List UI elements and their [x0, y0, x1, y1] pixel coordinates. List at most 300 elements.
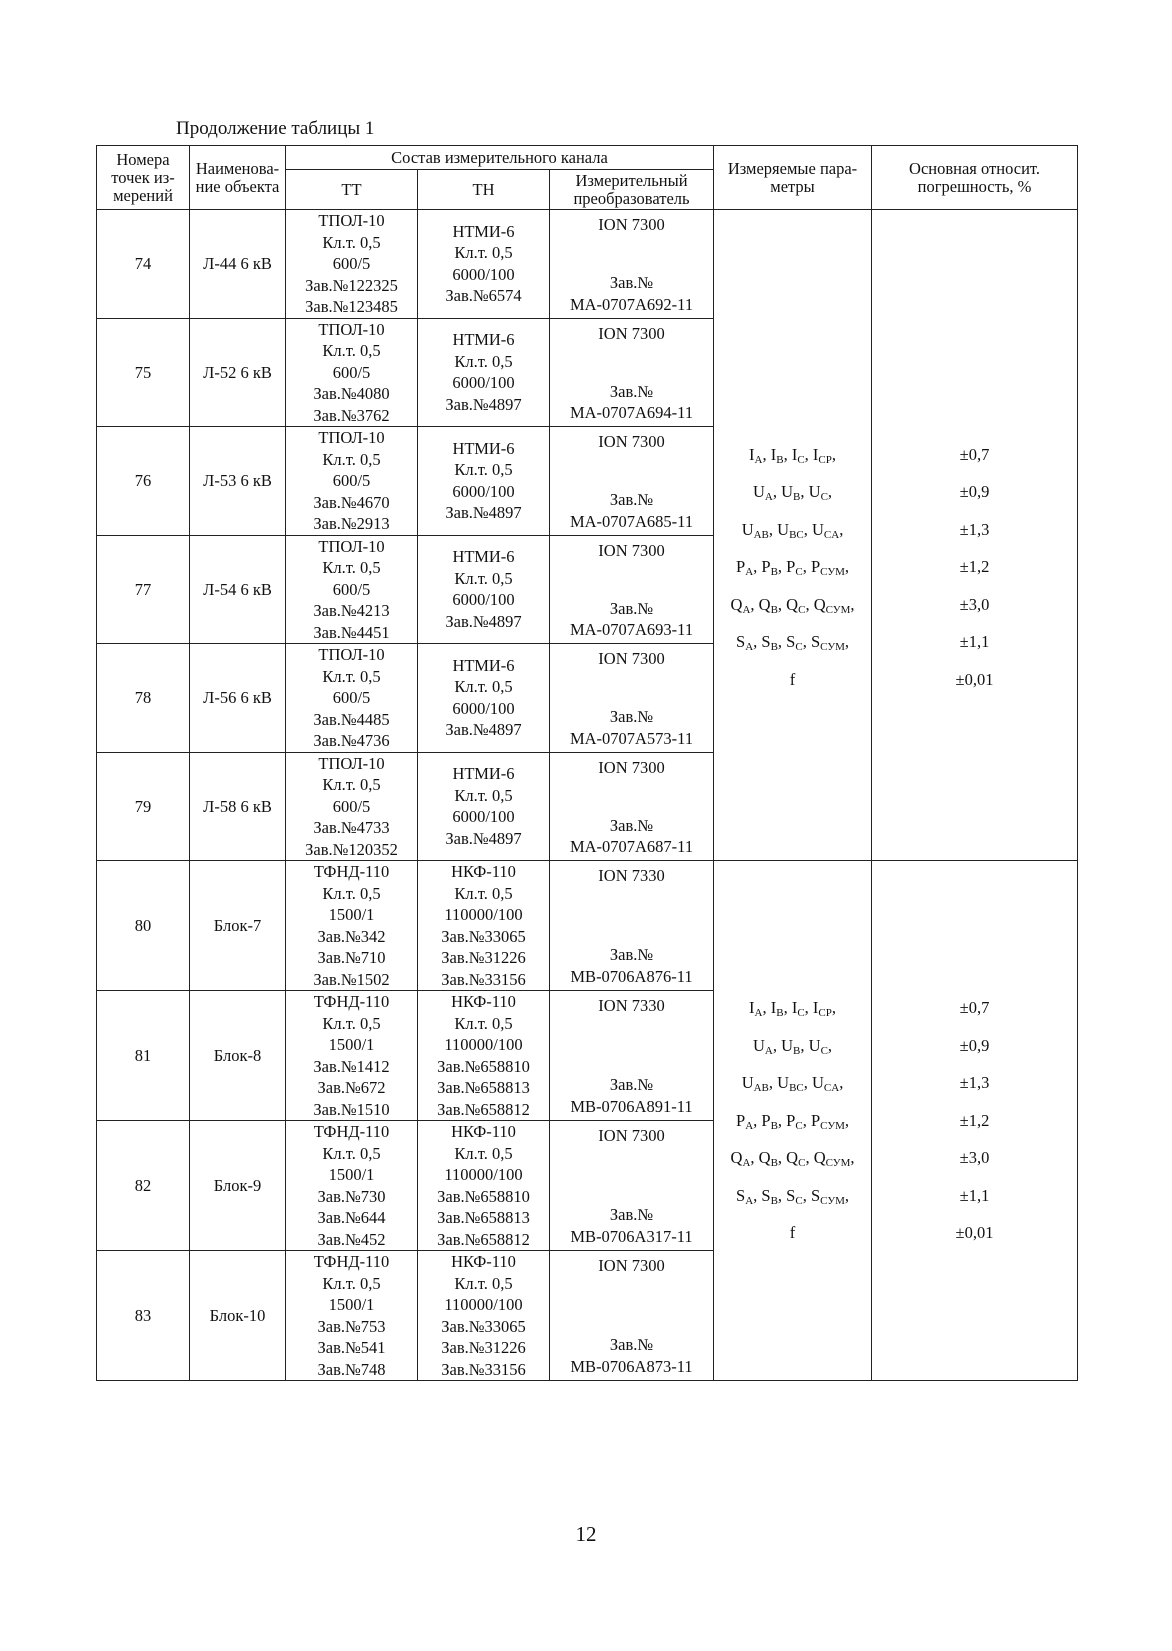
tt-line: ТПОЛ-10 [318, 645, 385, 664]
param-subscript: C [798, 603, 806, 616]
tt-line: ТПОЛ-10 [318, 536, 385, 556]
tn-line: 6000/100 [452, 590, 515, 610]
header-tn: ТН [418, 170, 550, 210]
param-subscript: C [795, 1194, 803, 1207]
error-value: ±1,2 [959, 557, 990, 577]
converter-cell [550, 1251, 714, 1381]
current-transformer-cell [286, 644, 418, 753]
param-line: $Q_A$, $Q_B$, $Q_C$, $Q_{СУМ}$, [730, 1148, 855, 1170]
param-subscript: B [770, 566, 778, 579]
param-symbol: U [753, 1035, 765, 1055]
param-symbol: S [761, 632, 771, 652]
tn-line: НТМИ-6 [452, 330, 515, 350]
param-subscript: B [770, 641, 778, 654]
param-subscript: CA [823, 1082, 840, 1095]
error-value: ±3,0 [959, 594, 990, 614]
param-symbol: S [810, 632, 821, 652]
param-symbol: Q [758, 594, 771, 614]
tn-line: Зав.№658810 [437, 1186, 530, 1206]
tt-line: Зав.№672 [317, 1078, 386, 1097]
object-name: Л-56 6 кВ [190, 644, 286, 753]
tn-line: 110000/100 [444, 1165, 523, 1184]
converter-serial-label: Зав.№ [609, 598, 654, 618]
param-subscript: B [776, 1007, 784, 1020]
tn-line: Зав.№4897 [445, 394, 522, 414]
current-transformer-cell [286, 991, 418, 1121]
object-name: Блок-9 [190, 1121, 286, 1251]
param-subscript: AB [753, 528, 769, 541]
param-symbol: U [753, 482, 765, 502]
tn-line: Кл.т. 0,5 [454, 1013, 513, 1033]
header-channel-composition: Состав измерительного канала [286, 146, 714, 170]
tn-line: Кл.т. 0,5 [454, 1273, 513, 1293]
tt-line: ТПОЛ-10 [318, 753, 385, 773]
param-symbol: Q [730, 594, 743, 614]
param-subscript: C [795, 641, 803, 654]
tn-line: Зав.№33065 [441, 926, 526, 946]
tt-line: Зав.№4670 [313, 492, 390, 512]
tt-line: 1500/1 [328, 1165, 375, 1184]
tt-line: 600/5 [332, 362, 371, 382]
param-subscript: CA [823, 528, 840, 541]
converter-model: ION 7300 [598, 215, 665, 234]
tn-line: Зав.№4897 [445, 720, 522, 740]
object-name: Блок-7 [190, 861, 286, 991]
tt-line: Зав.№1510 [313, 1099, 390, 1119]
tt-line: Зав.№753 [317, 1316, 386, 1336]
param-subscript: СУМ [825, 603, 851, 616]
header-converter: Измерительный преобразователь [550, 170, 714, 210]
tt-line: ТФНД-110 [313, 1252, 390, 1271]
converter-cell [550, 752, 714, 861]
tn-line: 110000/100 [444, 905, 523, 924]
tt-line: Зав.№4733 [313, 818, 390, 837]
param-symbol: S [786, 1185, 796, 1205]
tn-line: НТМИ-6 [452, 547, 515, 567]
param-symbol: S [761, 1185, 771, 1205]
point-number: 82 [97, 1121, 190, 1251]
error-value: ±1,3 [959, 1073, 990, 1093]
param-symbol: U [812, 519, 824, 539]
error-value: ±1,3 [959, 519, 990, 539]
tt-line: Зав.№4485 [313, 709, 390, 729]
error-value: ±0,01 [955, 669, 994, 689]
param-symbol: U [812, 1073, 824, 1093]
tn-line: Зав.№33156 [441, 969, 526, 989]
current-transformer-cell [286, 1121, 418, 1251]
converter-serial-label: Зав.№ [609, 381, 654, 401]
tt-line: Зав.№123485 [305, 297, 398, 316]
converter-serial-label: Зав.№ [609, 945, 654, 964]
tn-line: Зав.№31226 [441, 1338, 526, 1357]
converter-serial-label: Зав.№ [609, 1075, 654, 1094]
tt-line: Зав.№122325 [305, 275, 398, 295]
converter-cell [550, 1121, 714, 1251]
object-name: Блок-10 [190, 1251, 286, 1381]
param-subscript: B [770, 1157, 778, 1170]
param-symbol: Q [730, 1148, 743, 1168]
tt-line: 1500/1 [328, 1295, 375, 1314]
param-subscript: B [770, 1119, 778, 1132]
header-object-name: Наименова- ние объекта [190, 146, 286, 210]
converter-serial: MA-0707A693-11 [569, 620, 694, 639]
point-number: 81 [97, 991, 190, 1121]
converter-serial: MA-0707A694-11 [569, 403, 694, 422]
param-symbol: I [812, 444, 819, 464]
param-symbol: Q [758, 1148, 771, 1168]
tt-line: 600/5 [332, 688, 371, 707]
tt-line: ТФНД-110 [313, 862, 390, 881]
tn-line: НКФ-110 [451, 1122, 516, 1141]
param-symbol: I [791, 998, 798, 1018]
object-name: Л-54 6 кВ [190, 535, 286, 644]
param-subscript: СУМ [820, 1194, 845, 1207]
converter-serial-label: Зав.№ [609, 707, 654, 726]
param-symbol: P [761, 557, 771, 577]
param-symbol: U [741, 1073, 754, 1093]
param-subscript: CP [818, 1007, 832, 1020]
tt-line: ТПОЛ-10 [318, 319, 385, 339]
converter-model: ION 7330 [598, 866, 665, 885]
tt-line: Кл.т. 0,5 [322, 883, 381, 903]
param-symbol: S [736, 1185, 746, 1205]
param-subscript: СУМ [820, 566, 845, 579]
error-value: ±0,7 [959, 444, 990, 464]
voltage-transformer-cell [418, 1251, 550, 1381]
point-number: 80 [97, 861, 190, 991]
tt-line: 600/5 [332, 471, 371, 490]
tn-line: 6000/100 [452, 373, 515, 393]
error-value: ±3,0 [959, 1148, 990, 1168]
converter-serial-label: Зав.№ [609, 1335, 654, 1354]
tn-line: Зав.№658810 [437, 1056, 530, 1076]
tt-line: Зав.№541 [317, 1338, 386, 1357]
converter-serial: MB-0706A876-11 [570, 966, 693, 986]
tt-line: Кл.т. 0,5 [322, 232, 381, 252]
object-name: Л-58 6 кВ [190, 752, 286, 861]
tt-line: ТПОЛ-10 [318, 211, 385, 230]
tt-line: Зав.№644 [317, 1208, 386, 1227]
voltage-transformer-cell [418, 318, 550, 427]
tn-line: Зав.№4897 [445, 828, 522, 848]
header-basic-error: Основная относит. погрешность, % [872, 146, 1078, 210]
param-subscript: A [754, 453, 763, 466]
tn-line: 6000/100 [452, 698, 515, 718]
table-row [97, 210, 1078, 319]
param-line: $I_A$, $I_B$, $I_C$, $I_{CP}$, [749, 998, 836, 1020]
param-symbol: f [789, 669, 796, 689]
tt-line: Кл.т. 0,5 [322, 1143, 381, 1163]
tt-line: Зав.№748 [317, 1359, 386, 1379]
tn-line: 6000/100 [452, 264, 515, 284]
converter-model: ION 7300 [598, 540, 665, 560]
converter-serial-label: Зав.№ [609, 815, 654, 835]
tt-line: Зав.№3762 [313, 405, 390, 425]
param-subscript: A [742, 1157, 751, 1170]
tn-line: Зав.№33156 [441, 1359, 526, 1379]
tt-line: 1500/1 [328, 1035, 375, 1054]
tn-line: НТМИ-6 [452, 764, 515, 784]
tt-line: Кл.т. 0,5 [322, 449, 381, 469]
error-value: ±0,9 [959, 1035, 990, 1055]
param-symbol: U [777, 519, 790, 539]
header-point-number: Номера точек из- мерений [97, 146, 190, 210]
param-symbol: I [770, 444, 777, 464]
tt-line: Кл.т. 0,5 [322, 775, 381, 794]
converter-serial: MA-0707A692-11 [569, 294, 694, 314]
param-subscript: A [745, 566, 754, 579]
param-symbol: P [736, 557, 746, 577]
converter-cell [550, 535, 714, 644]
param-symbol: I [749, 444, 755, 464]
tn-line: Кл.т. 0,5 [454, 351, 513, 371]
tt-line: Зав.№710 [317, 948, 386, 967]
tt-line: Кл.т. 0,5 [322, 1273, 381, 1293]
measurement-table [96, 145, 1078, 1381]
object-name: Л-53 6 кВ [190, 427, 286, 536]
param-symbol: P [810, 557, 821, 577]
param-symbol: S [786, 632, 796, 652]
tt-line: Зав.№2913 [313, 514, 390, 533]
point-number: 77 [97, 535, 190, 644]
tt-line: Зав.№4213 [313, 601, 390, 620]
param-subscript: C [797, 1007, 805, 1020]
point-number: 78 [97, 644, 190, 753]
param-symbol: Q [813, 594, 826, 614]
param-symbol: I [749, 998, 755, 1018]
param-subscript: A [745, 641, 754, 654]
tt-line: Кл.т. 0,5 [322, 1013, 381, 1033]
voltage-transformer-cell [418, 861, 550, 991]
param-symbol: U [741, 519, 754, 539]
tn-line: Зав.№658813 [437, 1078, 530, 1097]
converter-cell [550, 318, 714, 427]
converter-model: ION 7300 [598, 757, 665, 777]
converter-model: ION 7300 [598, 1256, 665, 1275]
param-subscript: A [754, 1007, 763, 1020]
converter-cell [550, 427, 714, 536]
error-value: ±0,7 [959, 998, 990, 1018]
param-symbol: I [812, 998, 819, 1018]
tt-line: Кл.т. 0,5 [322, 341, 381, 360]
tn-line: НКФ-110 [451, 992, 516, 1011]
converter-cell [550, 991, 714, 1121]
tn-line: НТМИ-6 [452, 438, 515, 458]
param-symbol: U [777, 1073, 790, 1093]
converter-serial-label: Зав.№ [609, 273, 654, 292]
tt-line: Зав.№1412 [313, 1056, 390, 1076]
param-subscript: C [795, 566, 803, 579]
tt-line: ТПОЛ-10 [318, 428, 385, 447]
converter-cell [550, 210, 714, 319]
param-subscript: СУМ [820, 641, 845, 654]
table-caption: Продолжение таблицы 1 [176, 118, 375, 139]
voltage-transformer-cell [418, 644, 550, 753]
voltage-transformer-cell [418, 1121, 550, 1251]
converter-serial: MB-0706A317-11 [570, 1226, 693, 1246]
point-number: 76 [97, 427, 190, 536]
tn-line: Кл.т. 0,5 [454, 460, 513, 480]
param-symbol: Q [813, 1148, 826, 1168]
param-subscript: BC [789, 528, 804, 541]
param-subscript: A [764, 491, 773, 504]
param-line: $U_A$, $U_B$, $U_C$, [753, 482, 833, 504]
voltage-transformer-cell [418, 752, 550, 861]
tn-line: Кл.т. 0,5 [454, 677, 513, 697]
param-subscript: СУМ [825, 1157, 851, 1170]
error-value: ±0,01 [955, 1223, 994, 1243]
current-transformer-cell [286, 752, 418, 861]
tt-line: Зав.№120352 [305, 839, 398, 859]
point-number: 79 [97, 752, 190, 861]
converter-serial: MB-0706A891-11 [570, 1096, 693, 1116]
param-line: $I_A$, $I_B$, $I_C$, $I_{CP}$, [749, 444, 836, 466]
error-value: ±1,1 [959, 1185, 990, 1205]
tn-line: Кл.т. 0,5 [454, 785, 513, 805]
object-name: Л-52 6 кВ [190, 318, 286, 427]
current-transformer-cell [286, 1251, 418, 1381]
param-line: $U_{AB}$, $U_{BC}$, $U_{CA}$, [741, 519, 844, 541]
param-subscript: C [797, 453, 805, 466]
tn-line: Зав.№658812 [437, 1099, 530, 1119]
tt-line: Кл.т. 0,5 [322, 666, 381, 686]
param-line: $S_A$, $S_B$, $S_C$, $S_{СУМ}$, [736, 632, 850, 654]
tn-line: 110000/100 [444, 1295, 523, 1314]
param-symbol: P [810, 1110, 821, 1130]
param-subscript: C [798, 1157, 806, 1170]
voltage-transformer-cell [418, 991, 550, 1121]
param-symbol: f [789, 1223, 796, 1243]
param-symbol: U [781, 1035, 794, 1055]
tn-line: 6000/100 [452, 481, 515, 501]
tn-line: Зав.№4897 [445, 611, 522, 631]
converter-cell [550, 861, 714, 991]
param-line: $U_{AB}$, $U_{BC}$, $U_{CA}$, [741, 1073, 844, 1095]
param-line: $P_A$, $P_B$, $P_C$, $P_{СУМ}$, [736, 1110, 850, 1132]
converter-serial-label: Зав.№ [609, 1205, 654, 1224]
param-symbol: U [781, 482, 794, 502]
tn-line: Кл.т. 0,5 [454, 883, 513, 903]
tn-line: НТМИ-6 [452, 221, 515, 241]
param-symbol: Q [786, 1148, 799, 1168]
param-line [714, 1214, 871, 1252]
param-subscript: C [820, 1044, 828, 1057]
param-subscript: B [776, 453, 784, 466]
tn-line: Зав.№658813 [437, 1208, 530, 1227]
param-symbol: P [736, 1110, 746, 1130]
tt-line: Зав.№452 [317, 1229, 386, 1249]
tt-line: Зав.№4736 [313, 731, 390, 750]
tt-line: 600/5 [332, 579, 371, 599]
tt-line: 600/5 [332, 796, 371, 816]
converter-model: ION 7300 [598, 323, 665, 343]
param-line: $U_A$, $U_B$, $U_C$, [753, 1035, 833, 1057]
param-line [714, 661, 871, 699]
current-transformer-cell [286, 535, 418, 644]
error-value: ±1,1 [959, 632, 990, 652]
param-subscript: A [764, 1044, 773, 1057]
converter-model: ION 7300 [598, 1126, 665, 1145]
tn-line: Зав.№658812 [437, 1229, 530, 1249]
param-symbol: I [791, 444, 798, 464]
param-subscript: AB [753, 1082, 769, 1095]
param-subscript: A [742, 603, 751, 616]
tn-line: Кл.т. 0,5 [454, 568, 513, 588]
header-tt: ТТ [286, 170, 418, 210]
table-body [97, 210, 1078, 1381]
param-subscript: B [770, 603, 778, 616]
tn-line: Зав.№33065 [441, 1316, 526, 1336]
page-number: 12 [575, 1522, 597, 1546]
param-subscript: B [770, 1194, 778, 1207]
param-symbol: I [770, 998, 777, 1018]
current-transformer-cell [286, 210, 418, 319]
converter-serial: MA-0707A685-11 [569, 511, 694, 531]
point-number: 74 [97, 210, 190, 319]
point-number: 83 [97, 1251, 190, 1381]
param-subscript: CP [818, 453, 832, 466]
tn-line: 6000/100 [452, 807, 515, 827]
tt-line: Зав.№1502 [313, 969, 390, 989]
header-measured-params: Измеряемые пара- метры [714, 146, 872, 210]
converter-model: ION 7300 [598, 432, 665, 451]
param-line: $P_A$, $P_B$, $P_C$, $P_{СУМ}$, [736, 557, 850, 579]
voltage-transformer-cell [418, 427, 550, 536]
param-subscript: B [793, 491, 801, 504]
tn-line: Кл.т. 0,5 [454, 1143, 513, 1163]
converter-serial: MA-0707A687-11 [569, 837, 694, 856]
converter-serial-label: Зав.№ [609, 490, 654, 509]
point-number: 75 [97, 318, 190, 427]
tn-line: Кл.т. 0,5 [454, 243, 513, 263]
param-subscript: СУМ [820, 1119, 845, 1132]
param-line: $Q_A$, $Q_B$, $Q_C$, $Q_{СУМ}$, [730, 594, 855, 616]
error-value: ±0,9 [959, 482, 990, 502]
tn-line: НКФ-110 [451, 862, 516, 881]
current-transformer-cell [286, 861, 418, 991]
basic-error-cell [872, 210, 1078, 861]
tn-line: Зав.№4897 [445, 503, 522, 523]
param-subscript: C [795, 1119, 803, 1132]
converter-model: ION 7330 [598, 996, 665, 1015]
param-subscript: B [793, 1044, 801, 1057]
param-line: $S_A$, $S_B$, $S_C$, $S_{СУМ}$, [736, 1185, 850, 1207]
param-symbol: P [761, 1110, 771, 1130]
tn-line: НКФ-110 [451, 1252, 516, 1271]
tn-line: НТМИ-6 [452, 655, 515, 675]
tt-line: Зав.№4080 [313, 384, 390, 403]
tt-line: 600/5 [332, 254, 371, 273]
tn-line: Зав.№6574 [445, 286, 522, 306]
param-subscript: BC [789, 1082, 804, 1095]
table-row [97, 861, 1078, 991]
error-value: ±1,2 [959, 1110, 990, 1130]
voltage-transformer-cell [418, 535, 550, 644]
converter-serial: MA-0707A573-11 [569, 728, 694, 748]
basic-error-cell [872, 861, 1078, 1381]
tt-line: Зав.№342 [317, 926, 386, 946]
current-transformer-cell [286, 318, 418, 427]
measured-params-cell [714, 210, 872, 861]
converter-serial: MB-0706A873-11 [570, 1356, 693, 1376]
param-symbol: S [736, 632, 746, 652]
param-subscript: A [745, 1119, 754, 1132]
voltage-transformer-cell [418, 210, 550, 319]
tn-line: 110000/100 [444, 1035, 523, 1054]
tt-line: ТФНД-110 [313, 992, 390, 1011]
tt-line: ТФНД-110 [313, 1122, 390, 1141]
tt-line: Кл.т. 0,5 [322, 558, 381, 577]
